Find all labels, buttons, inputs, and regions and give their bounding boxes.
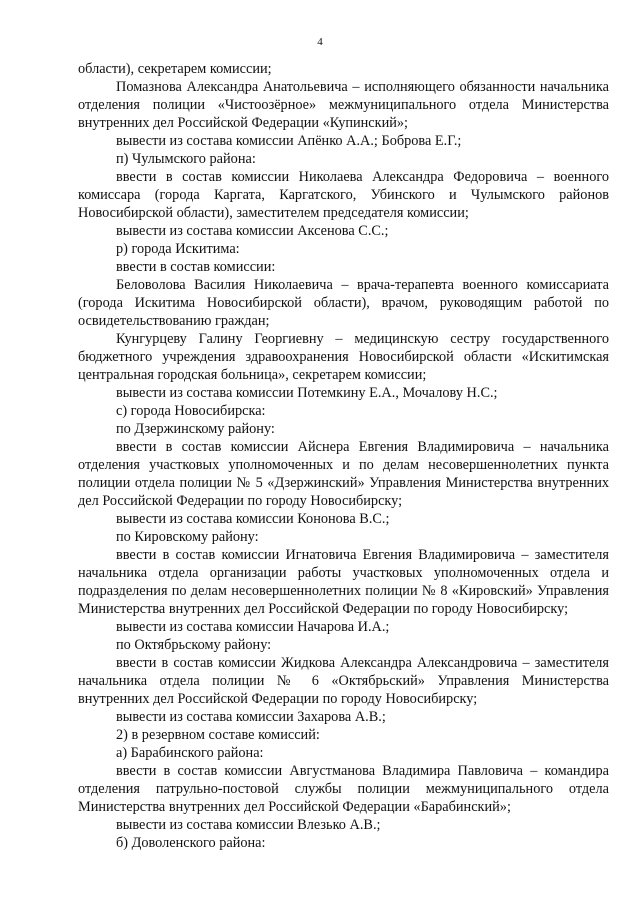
page-number: 4: [317, 36, 323, 48]
paragraph: по Кировскому району:: [116, 529, 259, 545]
paragraph: ввести в состав комиссии Айснера Евгения Владимировича – начальника отделения участковых уполномоченных и по делам несовершеннолетних пункта полиции отдела полиции № 5 «Дзержинский» Управления Министерства внутренних дел Российской Федерации по городу Новосибирску;: [78, 439, 609, 509]
paragraph: вывести из состава комиссии Начарова И.А.;: [116, 619, 390, 635]
paragraph: вывести из состава комиссии Захарова А.В.;: [116, 709, 386, 725]
paragraph: ввести в состав комиссии Николаева Александра Федоровича – военного комиссара (города Каргата, Каргатского, Убинского и Чулымского районов Новосибирской области), заместителем председателя комиссии;: [78, 169, 609, 221]
paragraph: вывести из состава комиссии Кононова В.С.;: [116, 511, 390, 527]
paragraph: области), секретарем комиссии;: [78, 61, 272, 77]
paragraph: 2) в резервном составе комиссий:: [116, 727, 320, 743]
paragraph: а) Барабинского района:: [116, 745, 264, 761]
paragraph: с) города Новосибирска:: [116, 403, 266, 419]
paragraph: ввести в состав комиссии Игнатовича Евгения Владимировича – заместителя начальника отдела организации работы участковых уполномоченных отдела и подразделения по делам несовершеннолетних полиции № 8 «Кировский» Управления Министерства внутренних дел Российской Федерации по городу Новосибирску;: [78, 547, 609, 617]
paragraph: Беловолова Василия Николаевича – врача-терапевта военного комиссариата (города Искитима Новосибирской области), врачом, руководящим работой по освидетельствованию граждан;: [78, 277, 609, 329]
paragraph: Кунгурцеву Галину Георгиевну – медицинскую сестру государственного бюджетного учреждения здравоохранения Новосибирской области «Искитимская центральная городская больница», секретарем комиссии;: [78, 331, 609, 383]
paragraph: по Октябрьскому району:: [116, 637, 272, 653]
paragraph: вывести из состава комиссии Влезько А.В.;: [116, 817, 381, 833]
paragraph: п) Чулымского района:: [116, 151, 256, 167]
paragraph: б) Доволенского района:: [116, 835, 266, 851]
paragraph: Помазнова Александра Анатольевича – исполняющего обязанности начальника отделения полиции «Чистоозёрное» межмуниципального отдела Министерства внутренних дел Российской Федерации «Купинский»;: [78, 79, 609, 131]
document-body: [78, 60, 609, 852]
paragraph: вывести из состава комиссии Аксенова С.С.;: [116, 223, 389, 239]
paragraph: по Дзержинскому району:: [116, 421, 275, 437]
paragraph: вывести из состава комиссии Апёнко А.А.; Боброва Е.Г.;: [116, 133, 462, 149]
paragraph: р) города Искитима:: [116, 241, 240, 257]
paragraph: ввести в состав комиссии Жидкова Александра Александровича – заместителя начальника отдела полиции № 6 «Октябрьский» Управления Министерства внутренних дел Российской Федерации по городу Новосибирску;: [78, 655, 609, 707]
paragraph: ввести в состав комиссии Августманова Владимира Павловича – командира отделения патрульно-постовой службы полиции межмуниципального отдела Министерства внутренних дел Российской Федерации «Барабинский»;: [78, 763, 609, 815]
paragraph: ввести в состав комиссии:: [116, 259, 276, 275]
paragraph: вывести из состава комиссии Потемкину Е.А., Мочалову Н.С.;: [116, 385, 498, 401]
